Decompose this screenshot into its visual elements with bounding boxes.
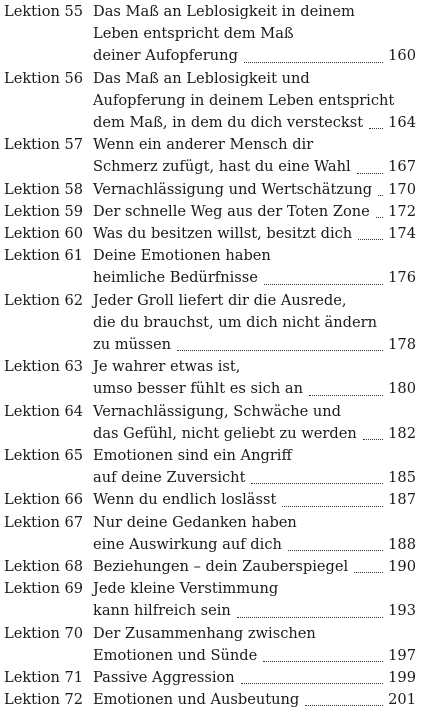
title-line [93, 23, 416, 45]
dot-leader [378, 195, 383, 196]
toc-entry [0, 179, 421, 201]
lesson-title-text: Nur deine Gedanken haben [93, 513, 297, 531]
lesson-title-text: Vernachlässigung und Wertschätzung [93, 180, 373, 198]
lesson-title-text: Vernachlässigung, Schwäche und [93, 402, 342, 420]
lesson-label: Lektion 71 [4, 669, 84, 686]
lesson-label: Lektion 61 [4, 247, 84, 265]
dot-leader [177, 350, 383, 351]
page-number: 193 [388, 602, 416, 620]
page-number: 187 [388, 491, 416, 509]
lesson-title-text: heimliche Bedürfnisse [93, 269, 258, 287]
title-line [93, 356, 416, 378]
lesson-title-text: Emotionen und Ausbeutung [93, 691, 300, 709]
lesson-title-text: Das Maß an Leblosigkeit in deinem [93, 3, 355, 20]
lesson-label: Lektion 55 [4, 3, 84, 20]
lesson-label: Lektion 62 [4, 291, 84, 309]
title-line [93, 90, 416, 112]
lesson-label: Lektion 70 [4, 624, 84, 642]
title-line [93, 512, 416, 534]
page-number: 190 [388, 558, 416, 575]
title-line [93, 223, 416, 245]
title-line [93, 489, 416, 511]
dot-leader [244, 62, 383, 63]
dot-leader [358, 239, 383, 240]
lesson-label: Lektion 63 [4, 358, 84, 376]
lesson-label: Lektion 68 [4, 558, 84, 575]
toc-entry [0, 201, 421, 223]
title-line [93, 312, 416, 334]
title-line [93, 156, 416, 178]
title-line [93, 267, 416, 289]
title-line [93, 534, 416, 556]
lesson-label: Lektion 58 [4, 180, 84, 198]
page-number: 197 [388, 646, 416, 664]
page-number: 170 [388, 180, 416, 198]
page-number: 172 [388, 202, 416, 220]
title-line [93, 401, 416, 423]
title-line [93, 290, 416, 312]
dot-leader [282, 506, 383, 507]
dot-leader [263, 661, 383, 662]
toc-entry [0, 512, 421, 556]
toc-entry [0, 245, 421, 289]
lesson-title-text: Was du besitzen willst, besitzt dich [93, 225, 353, 242]
page-number: 178 [388, 335, 416, 353]
title-line [93, 667, 416, 689]
page-number: 182 [388, 424, 416, 442]
toc-entry [0, 356, 421, 400]
toc-entry [0, 623, 421, 667]
lesson-title-text: Deine Emotionen haben [93, 247, 271, 265]
lesson-title-text: deiner Aufopferung [93, 47, 238, 65]
title-line [93, 1, 416, 23]
title-line [93, 623, 416, 645]
lesson-title-text: Wenn du endlich loslässt [93, 491, 277, 509]
title-line [93, 467, 416, 489]
page-number: 180 [388, 380, 416, 398]
lesson-title-text: Leben entspricht dem Maß [93, 25, 294, 43]
lesson-label: Lektion 69 [4, 580, 84, 598]
lesson-title-text: Der Zusammenhang zwischen [93, 624, 316, 642]
lesson-title-text: Je wahrer etwas ist, [93, 358, 241, 376]
title-line [93, 334, 416, 356]
toc-entry [0, 556, 421, 578]
dot-leader [309, 395, 383, 396]
title-line [93, 556, 416, 578]
lesson-label: Lektion 64 [4, 402, 84, 420]
lesson-title-text: eine Auswirkung auf dich [93, 535, 282, 553]
toc-entry [0, 1, 421, 68]
toc-entry [0, 689, 421, 711]
page-number: 174 [388, 225, 416, 242]
lesson-title-text: dem Maß, in dem du dich versteckst [93, 113, 364, 131]
lesson-title-text: Schmerz zufügt, hast du eine Wahl [93, 158, 351, 176]
lesson-title-text: zu müssen [93, 335, 171, 353]
lesson-title-text: Aufopferung in deinem Leben entspricht [93, 91, 395, 109]
lesson-title-text: Emotionen sind ein Angriff [93, 447, 292, 464]
title-line [93, 689, 416, 711]
dot-leader [288, 550, 383, 551]
toc-entry [0, 223, 421, 245]
toc-entry [0, 445, 421, 489]
lesson-title-text: Das Maß an Leblosigkeit und [93, 69, 310, 87]
dot-leader [363, 439, 383, 440]
title-line [93, 445, 416, 467]
dot-leader [237, 617, 383, 618]
page-number: 188 [388, 535, 416, 553]
title-line [93, 245, 416, 267]
lesson-title-text: Emotionen und Sünde [93, 646, 258, 664]
page-number: 176 [388, 269, 416, 287]
lesson-label: Lektion 72 [4, 691, 84, 709]
title-line [93, 423, 416, 445]
page-number: 167 [388, 158, 416, 176]
page-number: 164 [388, 113, 416, 131]
toc-entry [0, 290, 421, 357]
dot-leader [357, 173, 383, 174]
title-line [93, 578, 416, 600]
lesson-title-text: umso besser fühlt es sich an [93, 380, 303, 398]
title-line [93, 201, 416, 223]
title-line [93, 600, 416, 622]
toc-entry [0, 489, 421, 511]
page-number: 201 [388, 691, 416, 709]
lesson-title-text: Jede kleine Verstimmung [93, 580, 279, 598]
lesson-title-text: Passive Aggression [93, 669, 235, 686]
lesson-label: Lektion 65 [4, 447, 84, 464]
toc-entry [0, 667, 421, 689]
lesson-title-text: Wenn ein anderer Mensch dir [93, 136, 314, 154]
toc-entry [0, 134, 421, 178]
lesson-title-text: Der schnelle Weg aus der Toten Zone [93, 202, 370, 220]
dot-leader [305, 705, 383, 706]
dot-leader [376, 217, 383, 218]
title-line [93, 179, 416, 201]
page-number: 185 [388, 469, 416, 487]
title-line [93, 645, 416, 667]
toc-entry [0, 68, 421, 135]
lesson-title-text: Jeder Groll liefert dir die Ausrede, [93, 291, 347, 309]
page-number: 199 [388, 669, 416, 686]
title-line [93, 45, 416, 67]
lesson-label: Lektion 60 [4, 225, 84, 242]
lesson-label: Lektion 67 [4, 513, 84, 531]
lesson-label: Lektion 66 [4, 491, 84, 509]
page-number: 160 [388, 47, 416, 65]
toc-entry [0, 401, 421, 445]
lesson-title-text: kann hilfreich sein [93, 602, 231, 620]
dot-leader [264, 284, 383, 285]
dot-leader [369, 128, 383, 129]
lesson-label: Lektion 57 [4, 136, 84, 154]
lesson-title-text: die du brauchst, um dich nicht ändern [93, 313, 377, 331]
dot-leader [354, 572, 383, 573]
lesson-title-text: das Gefühl, nicht geliebt zu werden [93, 424, 357, 442]
lesson-title-text: auf deine Zuversicht [93, 469, 246, 487]
title-line [93, 378, 416, 400]
dot-leader [251, 483, 383, 484]
lesson-label: Lektion 56 [4, 69, 84, 87]
lesson-title-text: Beziehungen – dein Zauberspiegel [93, 558, 349, 575]
title-line [93, 68, 416, 90]
toc-entry [0, 578, 421, 622]
title-line [93, 134, 416, 156]
dot-leader [241, 683, 383, 684]
title-line [93, 112, 416, 134]
lesson-label: Lektion 59 [4, 202, 84, 220]
